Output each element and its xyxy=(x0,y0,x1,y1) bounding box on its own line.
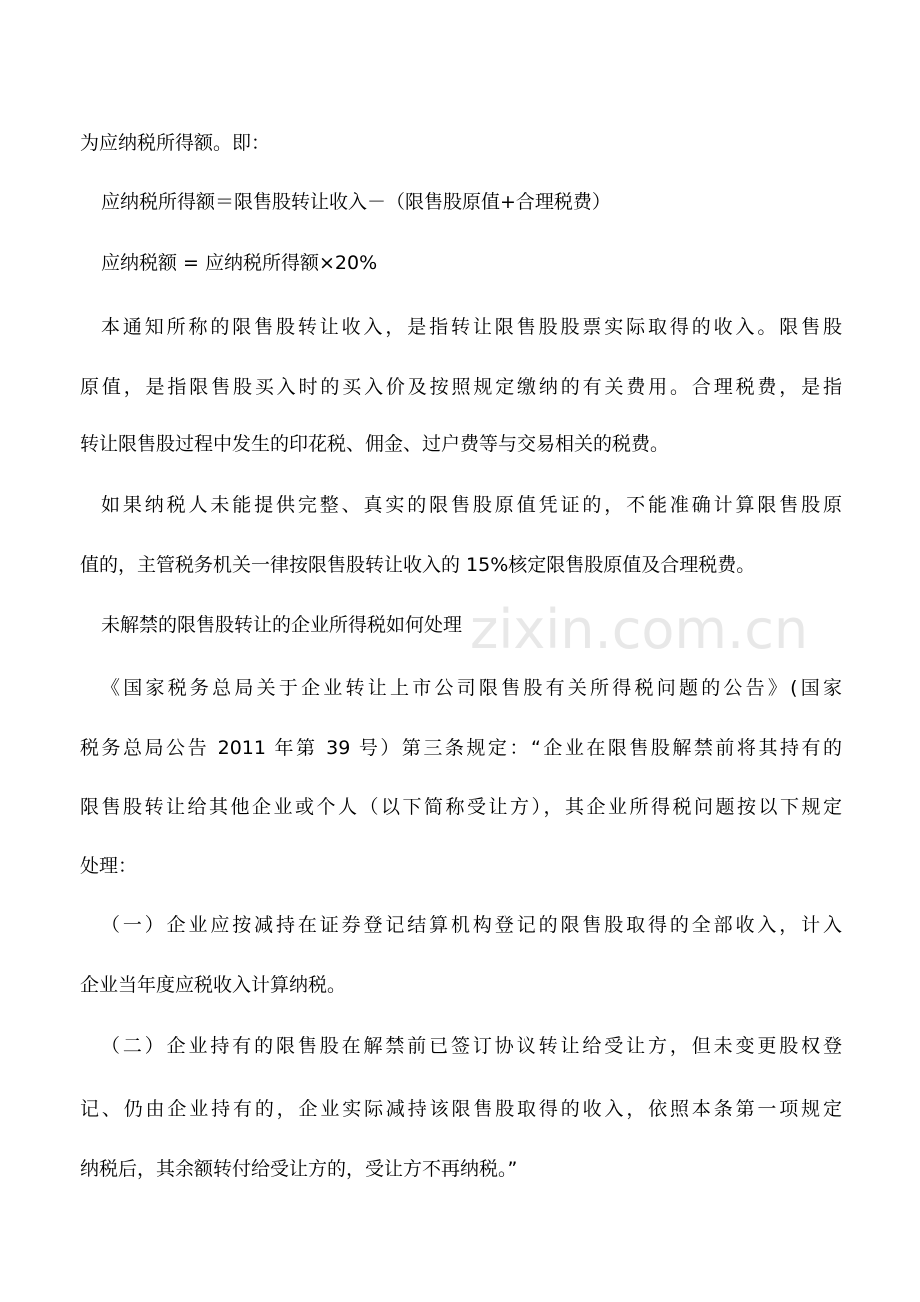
text-line: 本通知所称的限售股转让收入，是指转让限售股股票实际取得的收入。限售股 xyxy=(101,316,842,338)
watermark: zixin.com.cn xyxy=(470,598,809,661)
text-line: 纳税后，其余额转付给受让方的，受让方不再纳税。” xyxy=(80,1158,518,1180)
text-line: 限售股转让给其他企业或个人（以下简称受让方），其企业所得税问题按以下规定 xyxy=(80,796,842,818)
formula-line: 应纳税所得额＝限售股转让收入－（限售股原值+合理税费） xyxy=(101,191,611,213)
section-heading: 未解禁的限售股转让的企业所得税如何处理 xyxy=(101,614,463,636)
text-line: （一）企业应按减持在证券登记结算机构登记的限售股取得的全部收入，计入 xyxy=(101,914,842,936)
text-line: 转让限售股过程中发生的印花税、佣金、过户费等与交易相关的税费。 xyxy=(80,433,670,455)
text-line: 记、仍由企业持有的，企业实际减持该限售股取得的收入，依照本条第一项规定 xyxy=(80,1098,842,1120)
text-line: 为应纳税所得额。即： xyxy=(80,132,271,154)
text-line: 《国家税务总局关于企业转让上市公司限售股有关所得税问题的公告》(国家 xyxy=(101,677,842,699)
text-line: （二）企业持有的限售股在解禁前已签订协议转让给受让方，但未变更股权登 xyxy=(101,1035,842,1057)
formula-line: 应纳税额 = 应纳税所得额×20% xyxy=(101,252,378,274)
text-line: 如果纳税人未能提供完整、真实的限售股原值凭证的，不能准确计算限售股原 xyxy=(101,494,842,516)
text-line: 处理： xyxy=(80,855,138,877)
text-line: 税务总局公告 2011 年第 39 号）第三条规定：“企业在限售股解禁前将其持有的 xyxy=(80,737,842,759)
text-line: 原值，是指限售股买入时的买入价及按照规定缴纳的有关费用。合理税费，是指 xyxy=(80,376,842,398)
text-line: 值的，主管税务机关一律按限售股转让收入的 15%核定限售股原值及合理税费。 xyxy=(80,554,756,576)
text-line: 企业当年度应税收入计算纳税。 xyxy=(80,974,347,996)
